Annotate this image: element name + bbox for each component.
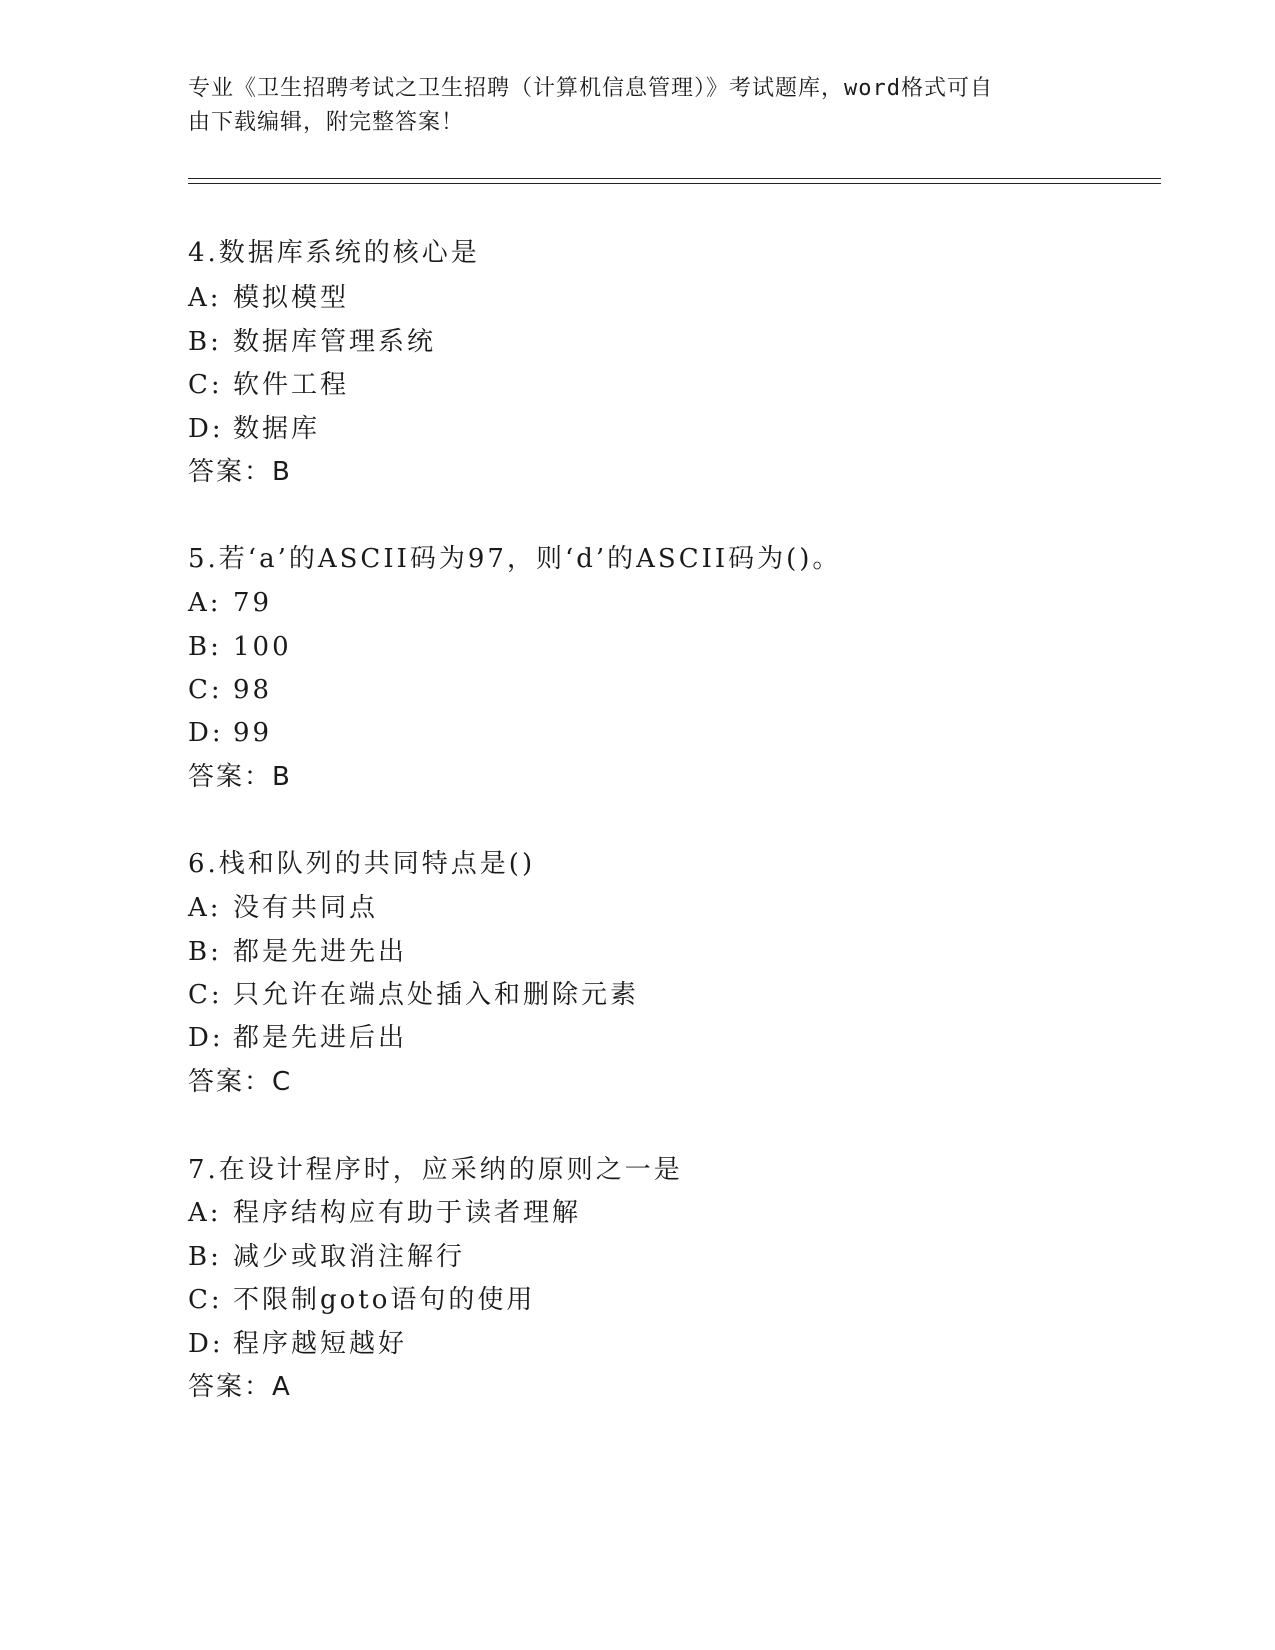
header-divider-top — [188, 178, 1161, 179]
header-line-1: 专业《卫生招聘考试之卫生招聘（计算机信息管理）》考试题库，word格式可自 — [188, 76, 993, 101]
option-key: D: — [188, 1329, 224, 1359]
option-b — [188, 1239, 465, 1275]
option-key: B: — [188, 1242, 222, 1272]
option-key: B: — [188, 327, 222, 357]
option-key: A: — [188, 1198, 222, 1228]
option-c — [188, 672, 272, 708]
option-text: 减少或取消注解行 — [233, 1242, 466, 1272]
option-key: C: — [188, 675, 223, 705]
document-header — [188, 72, 1088, 140]
option-key: A: — [188, 893, 222, 923]
option-text: 只允许在端点处插入和删除元素 — [233, 980, 640, 1010]
option-text: 程序结构应有助于读者理解 — [233, 1198, 582, 1228]
answer-line: 答案：C — [188, 1067, 293, 1097]
option-key: A: — [188, 588, 222, 618]
option-a — [188, 280, 349, 316]
question-stem: 7.在设计程序时，应采纳的原则之一是 — [188, 1155, 683, 1185]
option-key: B: — [188, 632, 222, 662]
option-a — [188, 585, 272, 621]
option-text: 98 — [233, 675, 273, 705]
option-key: D: — [188, 1023, 224, 1053]
option-d — [188, 715, 272, 751]
option-key: D: — [188, 718, 224, 748]
option-c — [188, 1282, 535, 1318]
question-stem: 6.栈和队列的共同特点是() — [188, 849, 536, 879]
option-text: 数据库 — [233, 414, 321, 444]
option-b — [188, 324, 436, 360]
option-text: 99 — [233, 718, 273, 748]
option-key: A: — [188, 283, 222, 313]
question-stem: 4.数据库系统的核心是 — [188, 238, 480, 268]
option-text: 都是先进后出 — [233, 1023, 408, 1053]
option-b — [188, 934, 407, 970]
option-text: 79 — [233, 588, 273, 618]
option-b — [188, 629, 292, 665]
option-d — [188, 411, 320, 447]
option-text: 程序越短越好 — [233, 1329, 408, 1359]
option-c — [188, 367, 349, 403]
header-divider-bottom — [188, 183, 1161, 184]
option-d — [188, 1326, 407, 1362]
option-key: D: — [188, 414, 224, 444]
option-key: C: — [188, 980, 223, 1010]
option-c — [188, 977, 639, 1013]
header-line-2: 由下载编辑，附完整答案！ — [188, 110, 465, 135]
answer-line: 答案：A — [188, 1372, 292, 1402]
option-text: 没有共同点 — [233, 893, 379, 923]
answer-line: 答案：B — [188, 457, 292, 487]
option-a — [188, 1195, 581, 1231]
option-key: B: — [188, 937, 222, 967]
option-text: 数据库管理系统 — [233, 327, 437, 357]
option-text: 模拟模型 — [233, 283, 350, 313]
answer-line: 答案：B — [188, 762, 292, 792]
option-text: 都是先进先出 — [233, 937, 408, 967]
option-a — [188, 890, 378, 926]
option-key: C: — [188, 370, 223, 400]
option-text: 不限制goto语句的使用 — [233, 1285, 536, 1315]
option-text: 软件工程 — [233, 370, 350, 400]
option-d — [188, 1020, 407, 1056]
option-key: C: — [188, 1285, 223, 1315]
option-text: 100 — [233, 632, 292, 662]
question-stem: 5.若‘a’的ASCII码为97，则‘d’的ASCII码为()。 — [188, 544, 842, 574]
